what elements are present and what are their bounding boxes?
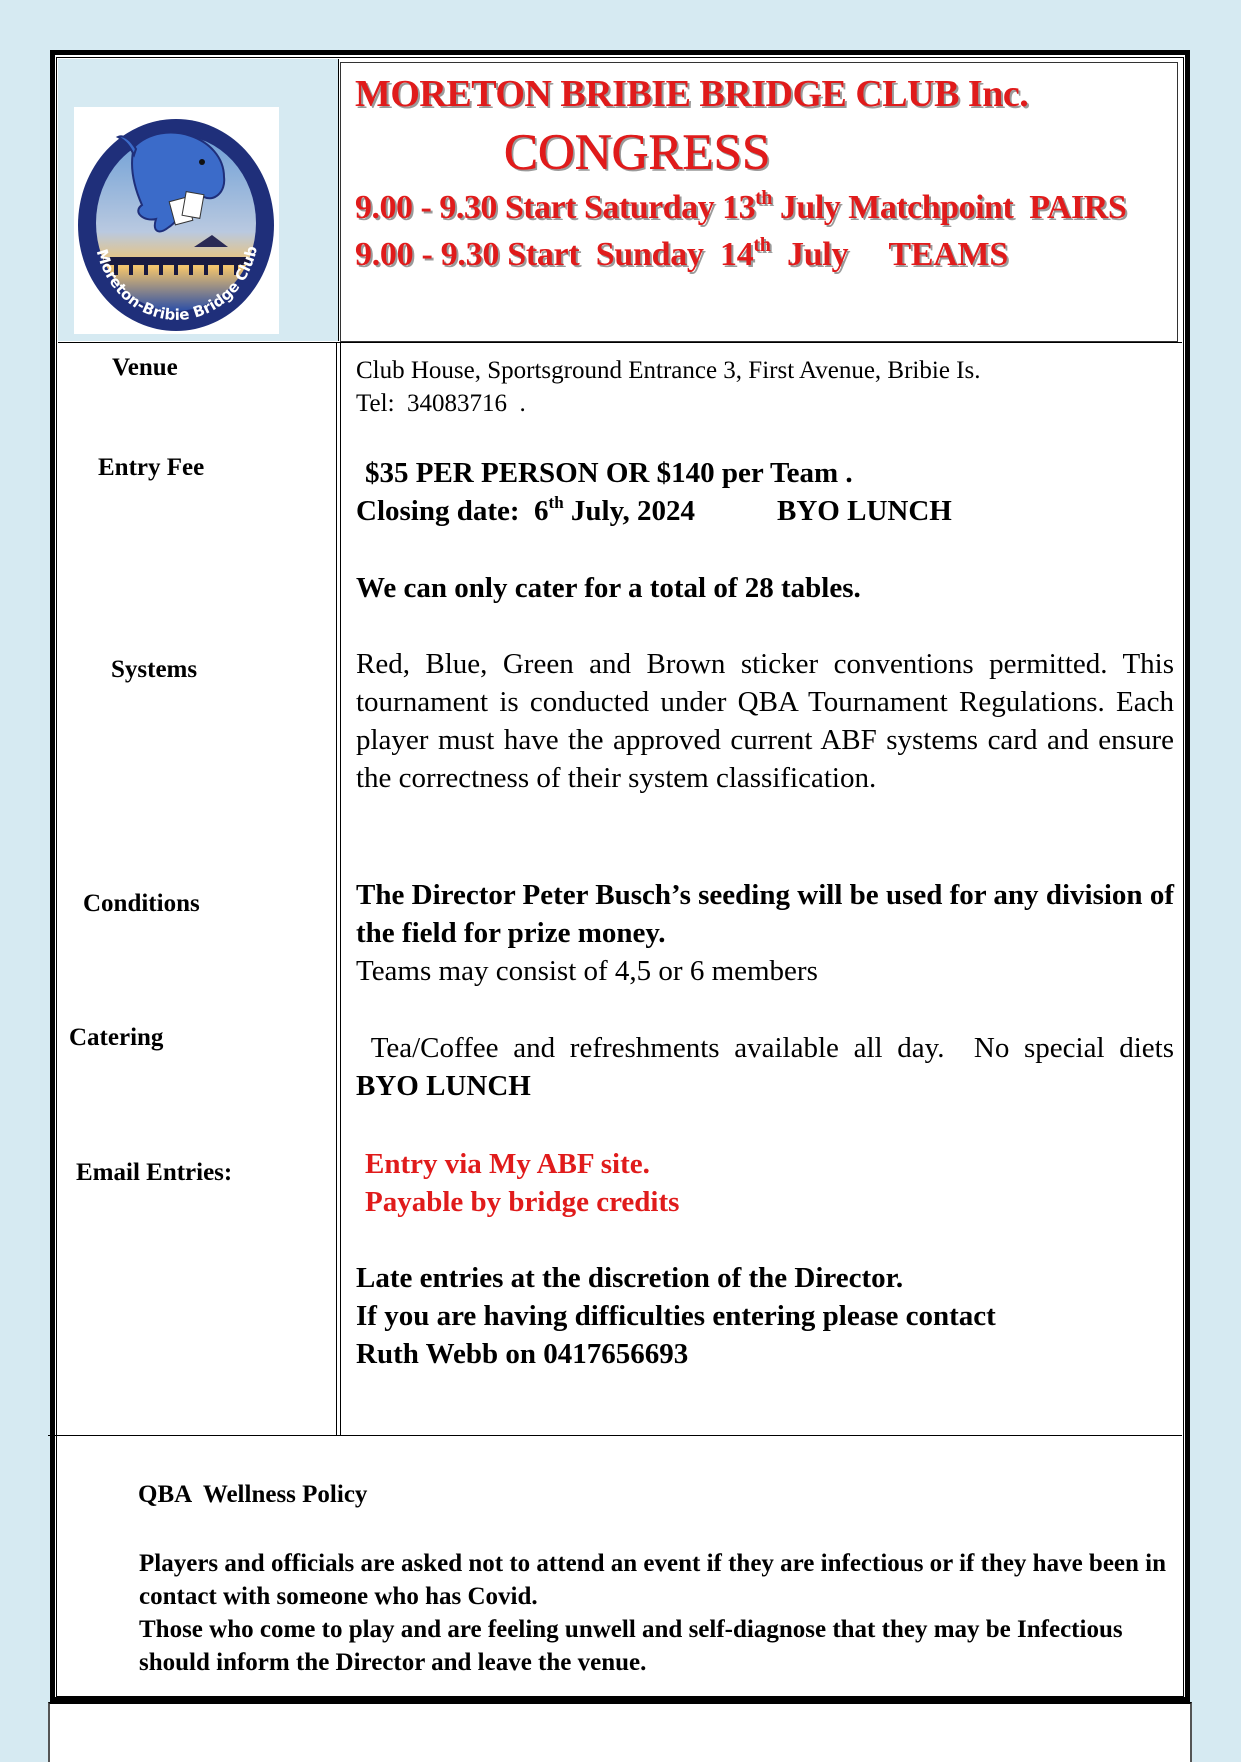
dolphin-logo-icon bbox=[74, 107, 279, 334]
saturday-schedule-post: July Matchpoint PAIRS bbox=[771, 189, 1127, 226]
column-divider-right bbox=[340, 342, 341, 1435]
late-entries-block bbox=[356, 1259, 1174, 1373]
wellness-policy-title: QBA Wellness Policy bbox=[138, 1481, 368, 1508]
wellness-policy-text bbox=[139, 1547, 1179, 1679]
systems-label: Systems bbox=[111, 656, 198, 683]
venue-tel: Tel: 34083716 . bbox=[356, 390, 526, 417]
saturday-schedule-sup: th bbox=[755, 187, 772, 209]
closing-date bbox=[356, 492, 1174, 530]
seeding-text: The Director Peter Busch’s seeding will be used for any division of the field for prize money. bbox=[356, 879, 1174, 949]
catering-description: Tea/Coffee and refreshments available all day. No special diets bbox=[356, 1032, 1174, 1064]
venue-details bbox=[356, 354, 1174, 420]
sunday-schedule-sup: th bbox=[753, 234, 771, 256]
conditions-label: Conditions bbox=[83, 890, 200, 917]
payable-by-credits: Payable by bridge credits bbox=[365, 1186, 680, 1218]
systems-text: Red, Blue, Green and Brown sticker conventions permitted. This tournament is conducted under QBA Tournament Regulations. Each player must have the approved current ABF systems card and ensure the correctness of their system classification. bbox=[356, 648, 1174, 794]
entry-fee-label: Entry Fee bbox=[98, 454, 205, 481]
entry-instructions bbox=[356, 1145, 1183, 1221]
saturday-schedule bbox=[355, 189, 1126, 227]
saturday-schedule-pre: 9.00 - 9.30 Start Saturday 13 bbox=[355, 189, 756, 226]
entry-via-abf: Entry via My ABF site. bbox=[365, 1148, 650, 1180]
venue-address: Club House, Sportsground Entrance 3, First Avenue, Bribie Is. bbox=[356, 357, 981, 384]
column-divider-left bbox=[336, 342, 337, 1435]
sunday-schedule-pre: 9.00 - 9.30 Start Sunday 14 bbox=[355, 236, 754, 273]
row-divider-policy bbox=[48, 1435, 1182, 1436]
congress-title: CONGRESS bbox=[504, 125, 771, 181]
next-page-edge bbox=[48, 1702, 1192, 1762]
wellness-policy-para1: Players and officials are asked not to attend an event if they are infectious or if they have been in contact with someone who has Covid. bbox=[139, 1550, 1167, 1610]
teams-text: Teams may consist of 4,5 or 6 members bbox=[356, 955, 818, 987]
closing-date-sup: th bbox=[548, 493, 564, 512]
catering-label: Catering bbox=[69, 1024, 164, 1051]
entry-byo-lunch: BYO LUNCH bbox=[777, 495, 952, 527]
contact-text: If you are having difficulties entering please contact bbox=[356, 1300, 996, 1332]
late-entries-text: Late entries at the discretion of the Director. bbox=[356, 1262, 904, 1294]
wellness-policy-para2: Those who come to play and are feeling unwell and self-diagnose that they may be Infectious should inform the Director and leave the venue. bbox=[139, 1616, 1123, 1676]
row-divider-header bbox=[58, 342, 1182, 343]
sunday-schedule-post: July TEAMS bbox=[770, 236, 1008, 273]
sunday-schedule bbox=[355, 236, 1008, 274]
logo-text: Moreton-Bribie Bridge Club bbox=[92, 244, 261, 325]
club-logo bbox=[74, 107, 279, 334]
club-name-title: MORETON BRIBIE BRIDGE CLUB Inc. bbox=[355, 73, 1029, 115]
catering-byo-lunch: BYO LUNCH bbox=[356, 1070, 531, 1102]
closing-date-post: July, 2024 bbox=[563, 495, 696, 527]
contact-name: Ruth Webb on 0417656693 bbox=[356, 1338, 689, 1370]
email-entries-label: Email Entries: bbox=[76, 1159, 233, 1186]
catering-text bbox=[356, 1029, 1174, 1105]
entry-fee-details bbox=[356, 454, 1174, 530]
entry-price: $35 PER PERSON OR $140 per Team . bbox=[365, 457, 853, 489]
capacity-note: We can only cater for a total of 28 tables. bbox=[356, 572, 861, 604]
closing-date-pre: Closing date: 6 bbox=[356, 495, 549, 527]
venue-label: Venue bbox=[112, 354, 178, 381]
